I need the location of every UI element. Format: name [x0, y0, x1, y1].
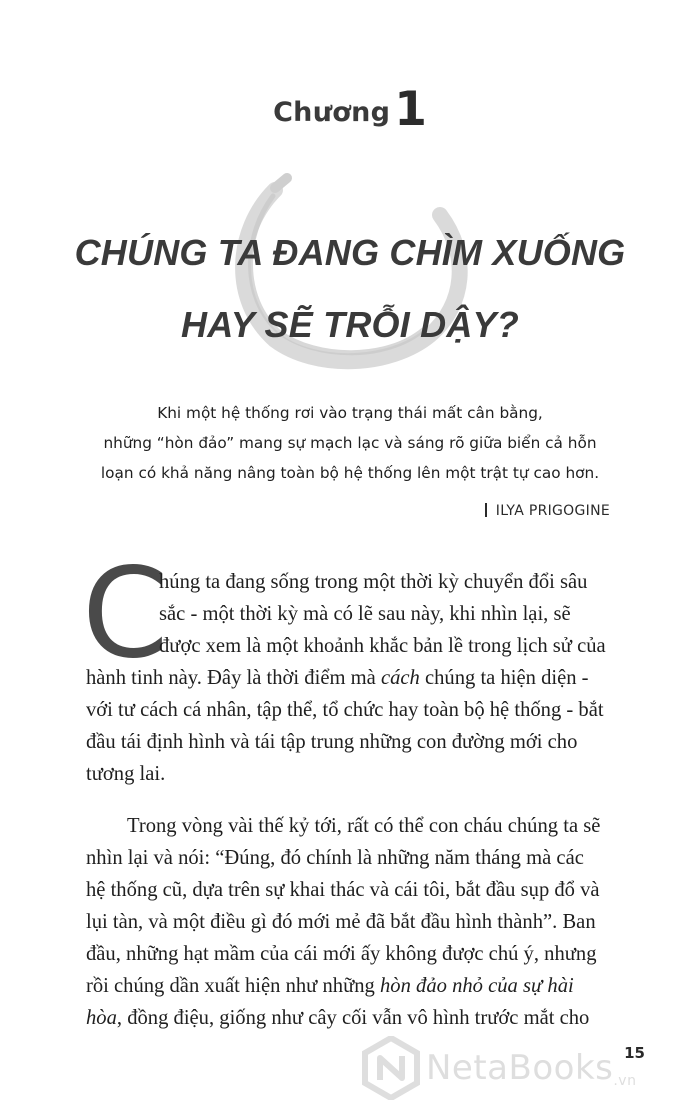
- body-line: được xem là một khoảnh khắc bản lề trong lịch sử của: [159, 635, 606, 657]
- body-line: [86, 667, 589, 690]
- body-line: [86, 1007, 589, 1030]
- body-line: sắc - một thời kỳ mà có lẽ sau này, khi nhìn lại, sẽ: [159, 603, 571, 625]
- body-line: lụi tàn, và một điều gì đó mới mẻ đã bắt đầu hình thành”. Ban: [86, 911, 596, 933]
- body-line: với tư cách cá nhân, tập thể, tổ chức hay toàn bộ hệ thống - bắt: [86, 699, 604, 721]
- chapter-number: 1: [394, 82, 427, 137]
- epigraph-line: những “hòn đảo” mang sự mạch lạc và sáng rõ giữa biển cả hỗn: [103, 434, 597, 452]
- body-line: tương lai.: [86, 763, 166, 785]
- attribution-bar: [485, 503, 487, 517]
- body-line: đầu tái định hình và tái tập trung những con đường mới cho: [86, 731, 578, 753]
- epigraph-author: ILYA PRIGOGINE: [495, 503, 610, 519]
- body-line: đầu, những hạt mầm của cái mới ấy không được chú ý, nhưng: [86, 943, 597, 965]
- body-line: [86, 975, 574, 998]
- chapter-title-line-2: HAY SẼ TRỖI DẬY?: [181, 304, 519, 345]
- body-text-italic: hòa: [86, 1007, 117, 1029]
- chapter-word: Chương: [273, 97, 391, 128]
- drop-cap: C: [82, 542, 169, 686]
- body-line: nhìn lại và nói: “Đúng, đó chính là những năm tháng mà các: [86, 847, 584, 869]
- epigraph-line: Khi một hệ thống rơi vào trạng thái mất cân bằng,: [157, 404, 543, 422]
- watermark-brand: NetaBooks: [426, 1047, 614, 1088]
- chapter-title-line-1: CHÚNG TA ĐANG CHÌM XUỐNG: [74, 232, 626, 273]
- body-line: Trong vòng vài thế kỷ tới, rất có thể con cháu chúng ta sẽ: [127, 815, 601, 837]
- watermark-domain: .vn: [613, 1072, 637, 1089]
- epigraph: [90, 398, 610, 488]
- body-text: hành tinh này. Đây là thời điểm mà: [86, 667, 381, 689]
- page-number: 15: [624, 1044, 645, 1062]
- netabooks-logo-icon: [362, 1036, 420, 1100]
- body-text: rồi chúng dần xuất hiện như những: [86, 975, 380, 997]
- body-line: húng ta đang sống trong một thời kỳ chuyển đổi sâu: [159, 571, 588, 593]
- chapter-heading: [0, 82, 700, 137]
- publisher-watermark: [362, 1036, 636, 1100]
- body-text-italic: cách: [380, 667, 420, 689]
- watermark-text: [426, 1048, 636, 1089]
- body-text: , đồng điệu, giống như cây cối vẫn vô hình trước mắt cho: [116, 1007, 590, 1029]
- epigraph-attribution: [485, 503, 610, 519]
- body-line: hệ thống cũ, dựa trên sự khai thác và cái tôi, bắt đầu sụp đổ và: [86, 879, 600, 901]
- body-text: chúng ta hiện diện -: [419, 667, 589, 689]
- epigraph-line: loạn có khả năng nâng toàn bộ hệ thống lên một trật tự cao hơn.: [100, 464, 600, 482]
- body-text-italic: hòn đảo nhỏ của sự hài: [380, 975, 574, 997]
